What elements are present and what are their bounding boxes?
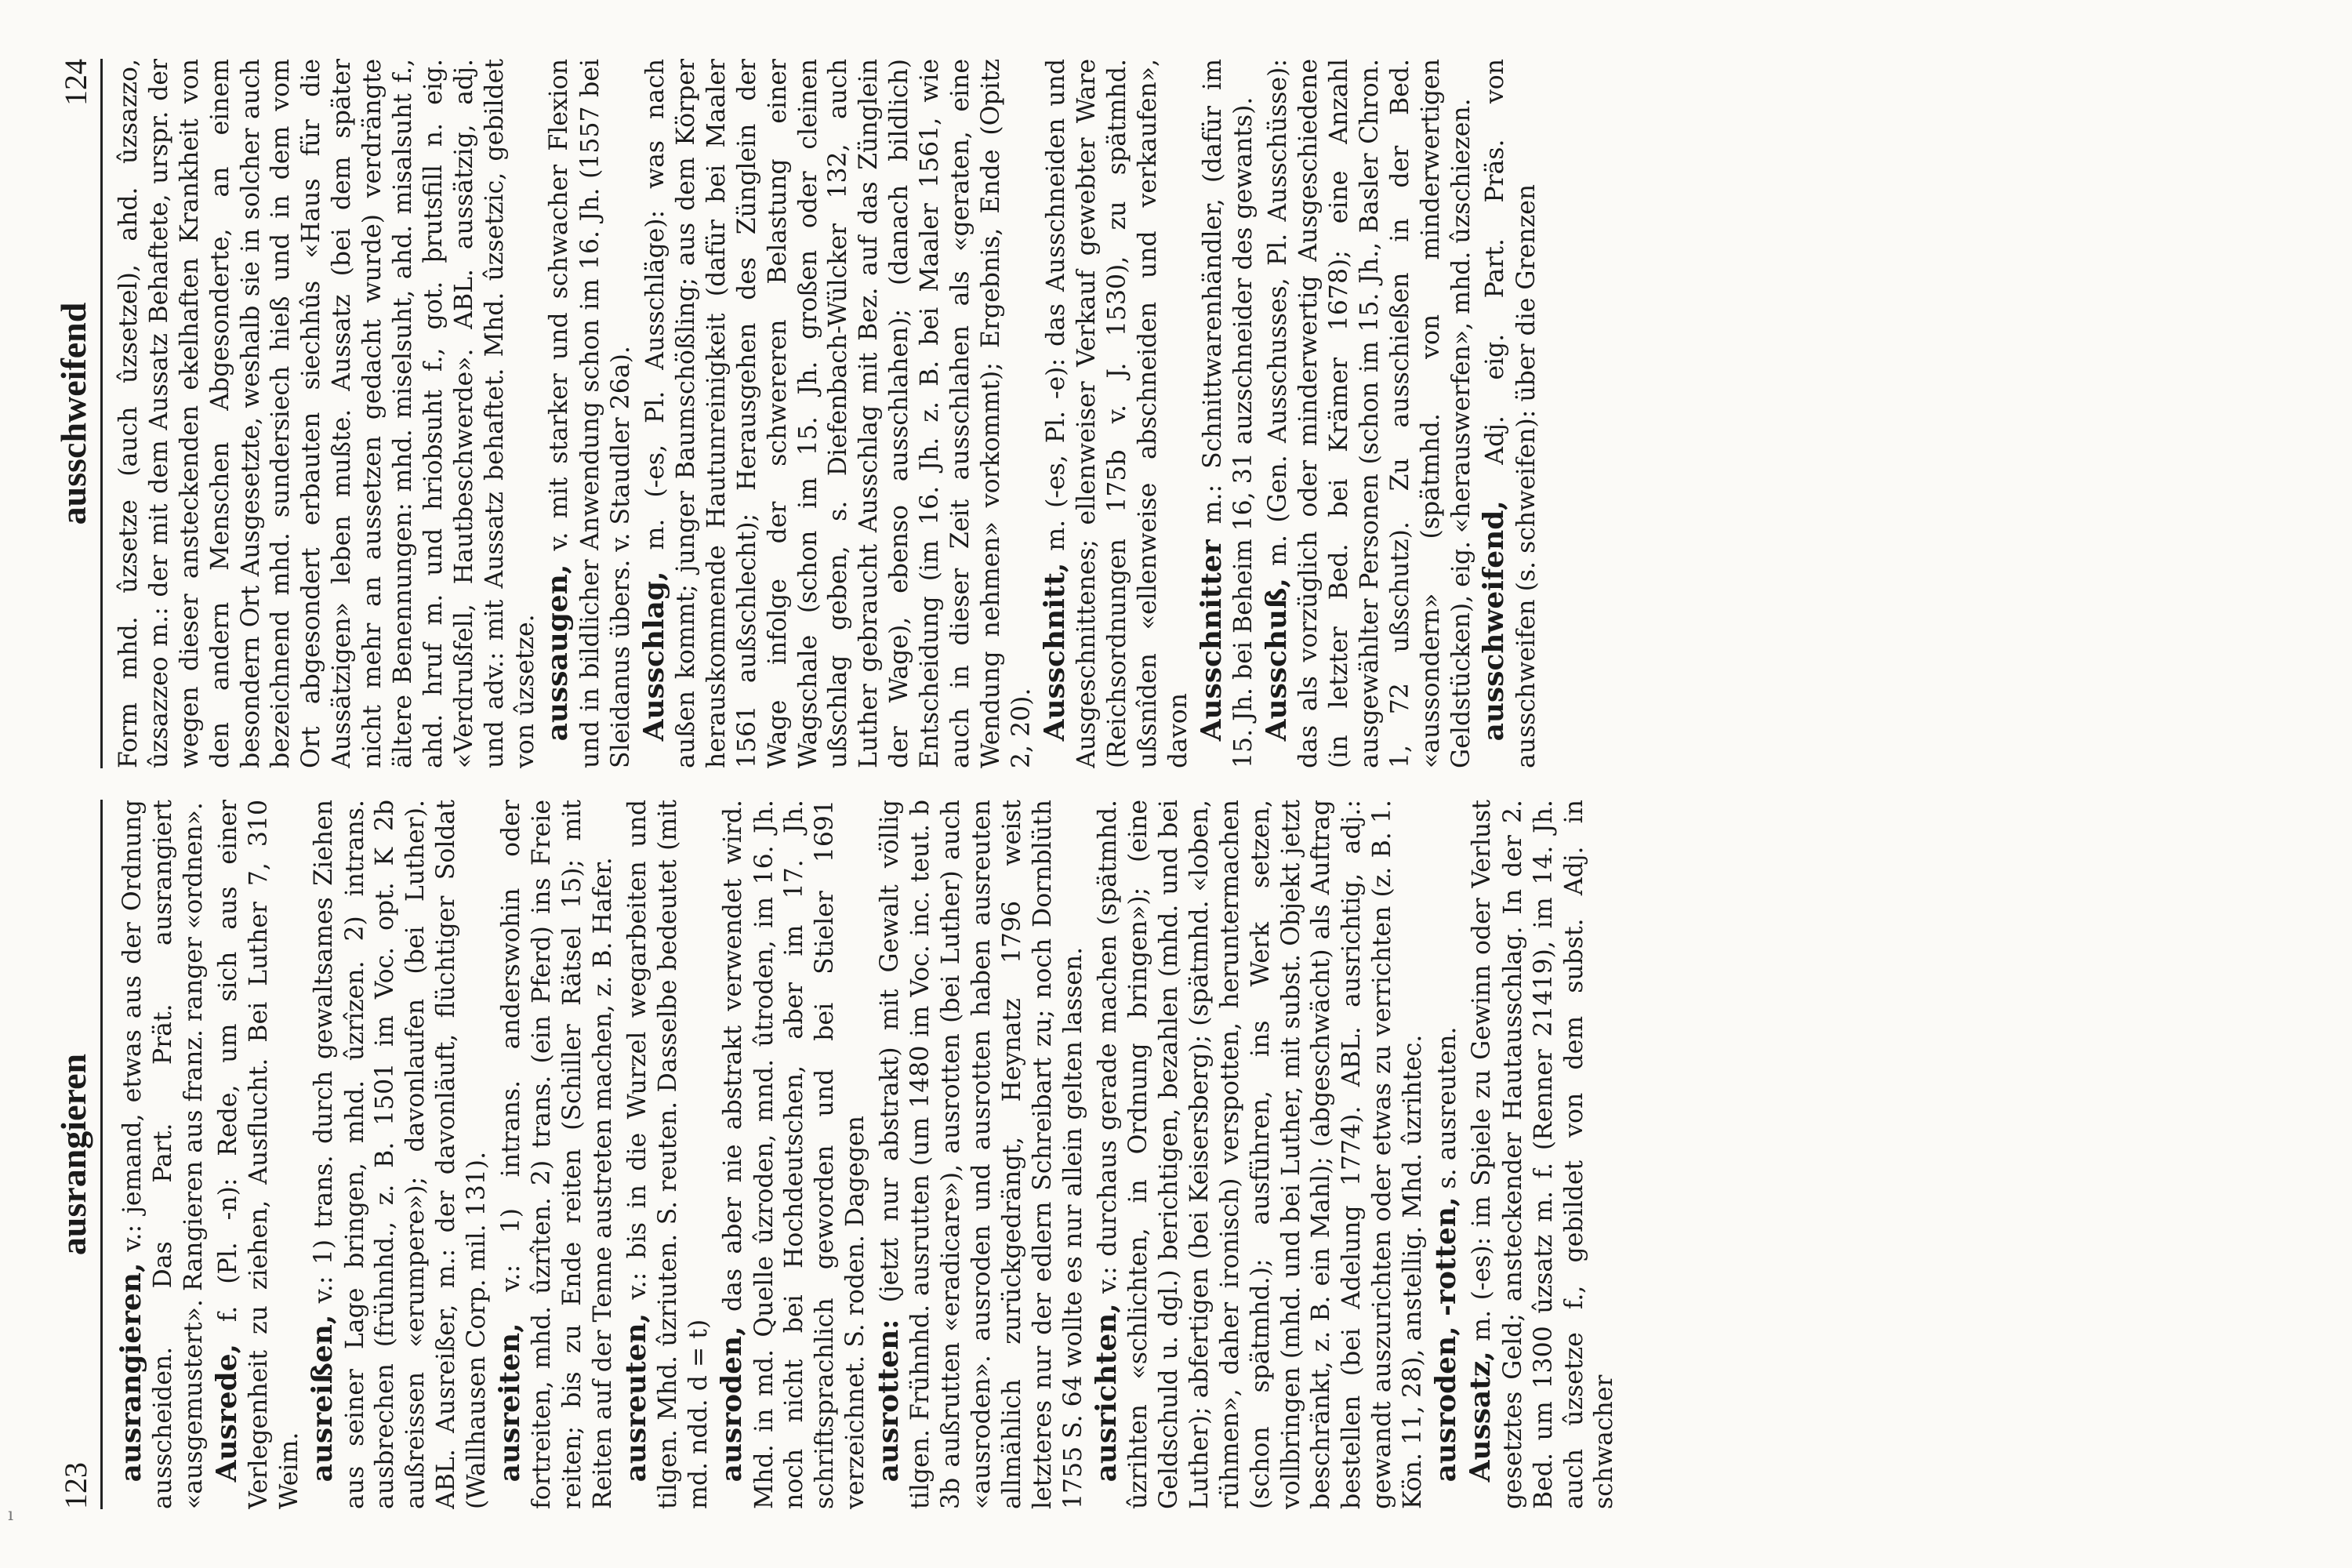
entry-text: m. (Gen. Ausschusses, Pl. Ausschüsse): das als vorzüglich oder minderwertig Ausgeschiedene (in letzter Bed. bei Krämer 1678); eine Anzahl ausgewählter Personen (schon im 15. Jh., Basler Chron. 1, 72 ußschutz). Zu ausschießen in der Bed. «aussondern» (spätmhd. von minderwertigen Geldstücken), eig. «herauswerfen», mhd. ûzschiezen. bbox=[1263, 59, 1475, 768]
dictionary-entry bbox=[114, 59, 540, 768]
left-column-1 bbox=[114, 800, 2313, 1509]
right-page-columns bbox=[114, 59, 2313, 768]
entry-text: m. (-es): im Spiele zu Gewinn oder Verlust gesetztes Geld; ansteckender Hautausschlag. In der 2. Bed. um 1300 ûzsatz m. f. (Renner 21419), im 14. Jh. auch ûzsetze f., gebildet von dem subst. Adj. in schwacher bbox=[1468, 800, 1619, 1509]
entry-headword: Ausschnitter bbox=[1194, 539, 1228, 742]
left-page-number: 123 bbox=[58, 1462, 93, 1509]
dictionary-entry bbox=[1194, 59, 1259, 768]
entry-text: Form mhd. ûzsetze (auch ûzsetzel), ahd. ûzsazzo, ûzsazzeo m.: der mit dem Aussatz Behaftete, urspr. der wegen dieser ansteckenden ekelhaften Krankheit von den andern Menschen Abgesonderte, an einem besondern Ort Ausgesetzte, weshalb sie in solcher auch bezeichnend mhd. sundersiech hieß und in dem vom Ort abgesondert erbauten siechhûs «Haus für die Aussätzigen» leben mußte. Aussatz (bei dem später nicht mehr an aussetzen gedacht wurde) verdrängte ältere Benennungen: mhd. miselsuht, ahd. misalsuht f., ahd. hruf m. und hriobsuht f., got. þrutsfill n. eig. «Verdrußfell, Hautbeschwerde». ABL. aussätzig, adj. und adv.: mit Aussatz behaftet. Mhd. ûzsetzic, gebildet von ûzsetze. bbox=[114, 59, 539, 768]
dictionary-entry bbox=[714, 800, 871, 1509]
entry-headword: ausrotten: bbox=[872, 1319, 906, 1483]
entry-text: s. ausreuten. bbox=[1433, 1026, 1462, 1189]
dictionary-entry bbox=[871, 800, 1089, 1509]
right-page bbox=[39, 59, 2313, 768]
entry-headword: ausreißen, bbox=[306, 1314, 339, 1483]
right-page-headword: ausschweifend bbox=[53, 302, 93, 525]
entry-text: (jetzt nur abstrakt) mit Gewalt völlig tilgen. Frühnhd. ausrutten (um 1480 im Voc. inc. teut. b 3b außrutten «eradicare»), ausrotten (bei Luther) auch «ausroden». ausroden und ausrotten haben ausreuten allmählich zurückgedrängt, Heynatz 1796 weist letzteres nur der edlern Schreibart zu; noch Dornblüth 1755 S. 64 wollte es nur allein gelten lassen. bbox=[876, 800, 1087, 1509]
entry-headword: Aussatz, bbox=[1464, 1351, 1497, 1483]
dictionary-entry bbox=[540, 59, 636, 768]
dictionary-entry bbox=[1037, 59, 1194, 768]
dictionary-spread bbox=[39, 59, 2313, 1509]
entry-text: das aber nie abstrakt verwendet wird. Mhd. in md. Quelle ûzroden, mnd. ûtroden, im 16. Jh. noch nicht bei Hochdeutschen, aber im 17. Jh. schriftsprachlich geworden und bei Stieler 1691 verzeichnet. S. roden. Dagegen bbox=[719, 800, 870, 1509]
dictionary-entry bbox=[637, 59, 1037, 768]
dictionary-entry bbox=[1259, 59, 1477, 768]
entry-text: v.: bis in die Wurzel wegarbeiten und tilgen. Mhd. ûzriuten. S. reuten. Dasselbe bedeutet (mit md. ndd. d = t) bbox=[623, 800, 713, 1509]
entry-headword: ausreuten, bbox=[619, 1312, 653, 1483]
dictionary-entry bbox=[492, 800, 619, 1509]
dictionary-entry bbox=[1428, 800, 1463, 1509]
entry-headword: Ausschlag, bbox=[637, 571, 670, 742]
right-column-1 bbox=[114, 59, 2313, 768]
entry-headword: ausreiten, bbox=[493, 1323, 527, 1483]
entry-text: v.: 1) intrans. anderswohin oder fortreiten, mhd. ûzrîten. 2) trans. (ein Pferd) ins Freie reiten; bis zu Ende reiten (Schiller Rätsel 15); mit Reiten auf der Tenne austreten machen, z. B. Hafer. bbox=[497, 800, 618, 1509]
entry-text: v.: 1) trans. durch gewaltsames Ziehen aus seiner Lage bringen, mhd. ûzrîzen. 2) intrans. ausbrechen (frühnhd., z. B. 1501 im Voc. opt. K 2b außreissen «erumpere»); davonlaufen (bei Luther). ABL. Ausreißer, m.: der davonläuft, flüchtiger Soldat (Wallhausen Corp. mil. 131). bbox=[310, 800, 492, 1509]
right-page-number: 124 bbox=[58, 59, 93, 106]
dictionary-entry bbox=[1463, 800, 1620, 1509]
entry-headword: Ausrede, bbox=[210, 1343, 244, 1483]
entry-headword: ausroden, -rotten, bbox=[1429, 1196, 1463, 1483]
entry-headword: ausschweifend, bbox=[1477, 500, 1511, 742]
left-page-columns bbox=[114, 800, 2313, 1509]
entry-text: m. (-es, Pl. -e): das Ausschneiden und Ausgeschnittenes; ellenweiser Verkauf gewebter Ware (Reichsordnungen 175b v. J. 1530), zu spätmhd. ußsnîden «ellenweise abschneiden und verkaufen», davon bbox=[1041, 59, 1192, 768]
entry-headword: ausroden, bbox=[715, 1326, 749, 1483]
entry-headword: ausrangieren, bbox=[114, 1262, 147, 1483]
entry-text: m.: Schnittwarenhändler, (dafür im 15. Jh. bei Beheim 16, 31 auzschneider des gewants). bbox=[1198, 59, 1258, 768]
entry-text: f. (Pl. -n): Rede, um sich aus einer Verlegenheit zu ziehen, Ausflucht. Bei Luther 7, 310 Weim. bbox=[214, 800, 304, 1509]
left-page bbox=[39, 800, 2313, 1509]
dictionary-entry bbox=[619, 800, 714, 1509]
dictionary-entry bbox=[305, 800, 492, 1509]
entry-text: m. (-es, Pl. Ausschläge): was nach außen kommt; junger Baumschößling; aus dem Körper herauskommende Hautunreinigkeit (dafür bei Maaler 1561 außschlecht); Herausgehen des Zünglein der Wage infolge der schwereren Belastung einer Wagschale (schon im 15. Jh. großen oder cleinen ußschlag geben, s. Diefenbach-Wülcker 132, auch Luther gebraucht Ausschlag mit Bez. auf das Zünglein der Wage), ebenso ausschlahen); (danach bildlich) Entscheidung (im 16. Jh. z. B. bei Maaler 1561, wie auch in dieser Zeit ausschlahen als «geraten, eine Wendung nehmen» vorkommt); Ergebnis, Ende (Opitz 2, 20). bbox=[641, 59, 1036, 768]
dictionary-entry bbox=[114, 800, 209, 1509]
entry-text: Adj. eig. Part. Präs. von ausschweifen (s. schweifen): über die Grenzen bbox=[1481, 59, 1541, 768]
entry-text: v. mit starker und schwacher Flexion und in bildlicher Anwendung schon im 16. Jh. (1557 bei Sleidanus übers. v. Staudler 26a). bbox=[545, 59, 635, 768]
right-page-header bbox=[39, 59, 103, 768]
entry-text: v.: durchaus gerade machen (spätmhd. ûzrihten «schlichten, in Ordnung bringen»); (eine Geldschuld u. dgl.) berichtigen, bezahlen (mhd. und bei Luther); abfertigen (bei Keisersberg); (spätmhd. «loben, rühmen», daher ironisch) verspotten, heruntermachen (schon spätmhd.); ausführen, ins Werk setzen, vollbringen (mhd. und bei Luther, mit subst. Objekt jetzt beschränkt, z. B. ein Mahl); (abgeschwächt) als Auftrag bestellen (bei Adelung 1774). ABL. ausrichtig, adj.: gewandt auszurichten oder etwas zu verrichten (z. B. 1. Kön. 11, 28), anstellig. Mhd. ûzrihtec. bbox=[1093, 800, 1428, 1509]
entry-headword: Ausschuß, bbox=[1259, 578, 1293, 742]
entry-text: v.: jemand, etwas aus der Ordnung ausscheiden. Das Part. Prät. ausrangiert «ausgemustert». Rangieren aus franz. ranger «ordnen». bbox=[118, 800, 209, 1509]
left-page-header bbox=[39, 800, 103, 1509]
entry-headword: aussaugen, bbox=[541, 564, 575, 742]
dictionary-entry bbox=[1089, 800, 1428, 1509]
edge-mark: ı bbox=[8, 1505, 14, 1525]
entry-headword: Ausschnitt, bbox=[1037, 562, 1071, 742]
left-page-headword: ausrangieren bbox=[53, 1053, 93, 1256]
dictionary-entry bbox=[1476, 59, 1541, 768]
dictionary-entry bbox=[209, 800, 305, 1509]
entry-headword: ausrichten, bbox=[1089, 1303, 1123, 1483]
